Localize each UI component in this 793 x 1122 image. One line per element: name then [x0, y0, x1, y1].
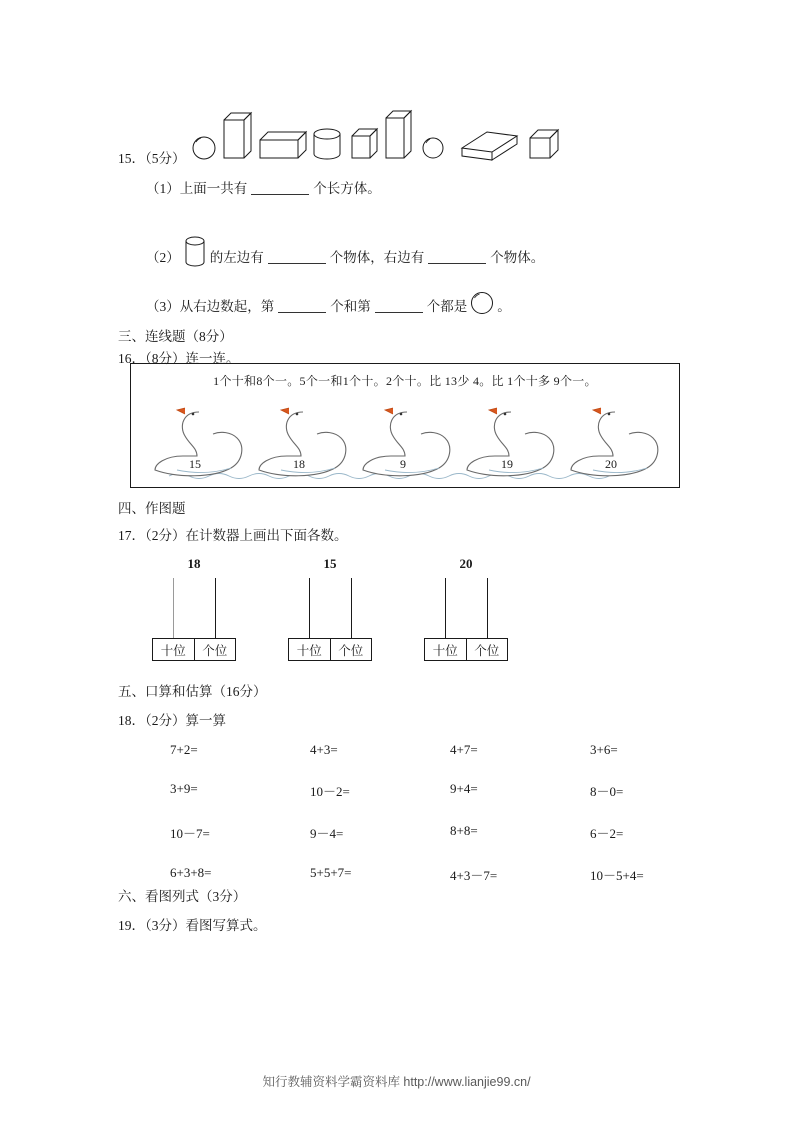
- counter-2-base: [288, 638, 372, 661]
- problem-item[interactable]: 6－2=: [590, 826, 624, 841]
- section-6-title: 六、看图列式（3分）: [118, 889, 247, 904]
- answer-blank[interactable]: [375, 299, 423, 313]
- cuboid-flat-1: [260, 132, 306, 158]
- counter-2-ones-label: 个位: [338, 643, 364, 658]
- cuboid-slanted: [462, 132, 517, 160]
- problem-item[interactable]: 3+9=: [170, 781, 198, 796]
- q18-score: （2分）: [145, 713, 186, 728]
- swan-number-3: 19: [501, 457, 513, 471]
- q19-title: 看图写算式。: [185, 918, 267, 933]
- q17-score: （2分）: [145, 528, 186, 543]
- counter-2-rod-tens: [309, 578, 310, 638]
- counter-2-rod-ones: [351, 578, 352, 638]
- counter-1-rods: [152, 578, 236, 638]
- counter-3-rod-tens: [445, 578, 446, 638]
- q15-sub3-end: 。: [497, 298, 511, 314]
- q19-heading: [118, 915, 267, 937]
- problem-item[interactable]: 4+3－7=: [450, 868, 498, 883]
- sphere-shape-2: [423, 138, 443, 158]
- counter-3-rods: [424, 578, 508, 638]
- q15-sub3-pre: （3）从右边数起，第: [146, 298, 275, 314]
- counter-2-rods: [288, 578, 372, 638]
- counter-2-tens-label: 十位: [289, 639, 331, 660]
- q15-score: （5分）: [145, 151, 186, 166]
- counter-1-tens-label: 十位: [153, 639, 195, 660]
- swan-1: [155, 408, 242, 476]
- answer-blank[interactable]: [428, 250, 486, 264]
- problem-item[interactable]: 9－4=: [310, 826, 344, 841]
- problem-item[interactable]: 10－5+4=: [590, 868, 644, 883]
- q15-sub1: [146, 178, 381, 200]
- q18-problem-grid: [170, 742, 720, 884]
- q18-title: 算一算: [185, 713, 226, 728]
- problem-item[interactable]: 8－0=: [590, 784, 624, 799]
- counter-2[interactable]: [288, 556, 372, 661]
- problem-item[interactable]: 10－7=: [170, 826, 210, 841]
- counter-1-label: 18: [187, 556, 201, 571]
- counter-3-rod-ones: [487, 578, 488, 638]
- problem-item[interactable]: 10－2=: [310, 784, 350, 799]
- swan-3: [363, 408, 450, 476]
- q16-matching-box: [130, 363, 680, 488]
- counter-3-ones-label: 个位: [474, 643, 500, 658]
- q15-number: 15．: [118, 151, 145, 166]
- swan-4: [467, 408, 554, 476]
- swan-number-0: 15: [189, 457, 201, 471]
- answer-blank[interactable]: [268, 250, 326, 264]
- sphere-icon: [469, 290, 495, 323]
- cuboid-upright-2: [352, 129, 377, 158]
- q15-sub2-post: 个物体。: [490, 249, 545, 265]
- problem-item[interactable]: 8+8=: [450, 823, 478, 838]
- q15-sub1-pre: （1）上面一共有: [146, 181, 248, 196]
- counter-3[interactable]: [424, 556, 508, 661]
- cylinder-1: [314, 129, 340, 159]
- q16-title: 连一连。: [185, 351, 240, 366]
- q16-swans-illustration: [139, 398, 673, 484]
- section-5-title: 五、口算和估算（16分）: [118, 684, 267, 699]
- counter-3-tens-label: 十位: [425, 639, 467, 660]
- cube-1: [530, 130, 558, 158]
- q16-clue-text: 1个十和8个一。5个一和1个十。2个十。比 13少 4。比 1个十多 9个一。: [213, 374, 597, 388]
- sphere-shape: [193, 137, 215, 159]
- q15-sub2-mid1: 的左边有: [209, 249, 264, 265]
- q15-sub1-post: 个长方体。: [313, 181, 381, 196]
- page-footer: 知行教辅资料学霸资料库 http://www.lianjie99.cn/: [262, 1075, 531, 1089]
- problem-item[interactable]: 4+7=: [450, 742, 478, 757]
- q15-shapes-illustration: [190, 100, 570, 162]
- q16-number: 16．: [118, 351, 145, 366]
- problem-item[interactable]: 4+3=: [310, 742, 338, 757]
- answer-blank[interactable]: [251, 181, 309, 195]
- q17-title: 在计数器上画出下面各数。: [185, 528, 348, 543]
- q19-number: 19．: [118, 918, 145, 933]
- counter-3-label: 20: [459, 556, 473, 571]
- swan-2: [259, 408, 346, 476]
- counter-1-rod-tens: [173, 578, 174, 638]
- swan-number-1: 18: [293, 457, 305, 471]
- cuboid-upright-1: [224, 113, 251, 158]
- section-4-title: 四、作图题: [118, 501, 186, 516]
- answer-blank[interactable]: [278, 299, 326, 313]
- counter-3-base: [424, 638, 508, 661]
- counter-1-ones-label: 个位: [202, 643, 228, 658]
- q15-heading: [118, 148, 186, 170]
- q16-score: （8分）: [145, 351, 186, 366]
- q18-heading: [118, 710, 226, 732]
- problem-item[interactable]: 5+5+7=: [310, 865, 352, 880]
- q17-number: 17．: [118, 528, 145, 543]
- problem-item[interactable]: 3+6=: [590, 742, 618, 757]
- section-3-title: 三、连线题（8分）: [118, 329, 233, 344]
- q15-sub2-mid2: 个物体，右边有: [329, 249, 425, 265]
- swan-5: [571, 408, 658, 476]
- problem-item[interactable]: 6+3+8=: [170, 865, 212, 880]
- cylinder-icon: [182, 234, 208, 281]
- swan-number-2: 9: [400, 457, 406, 471]
- counter-1[interactable]: [152, 556, 236, 661]
- cuboid-upright-3: [386, 111, 411, 158]
- q18-number: 18．: [118, 713, 145, 728]
- swan-number-4: 20: [605, 457, 617, 471]
- q19-score: （3分）: [145, 918, 186, 933]
- counter-1-rod-ones: [215, 578, 216, 638]
- q17-heading: [118, 525, 348, 547]
- problem-item[interactable]: 7+2=: [170, 742, 198, 757]
- q15-sub2-pre: （2）: [146, 249, 180, 265]
- counter-2-label: 15: [323, 556, 337, 571]
- q15-sub3-mid: 个和第: [330, 298, 371, 314]
- problem-item[interactable]: 9+4=: [450, 781, 478, 796]
- q15-sub2: [146, 234, 544, 281]
- q15-sub3-post: 个都是: [426, 298, 468, 314]
- q15-sub3: [146, 290, 511, 323]
- counter-1-base: [152, 638, 236, 661]
